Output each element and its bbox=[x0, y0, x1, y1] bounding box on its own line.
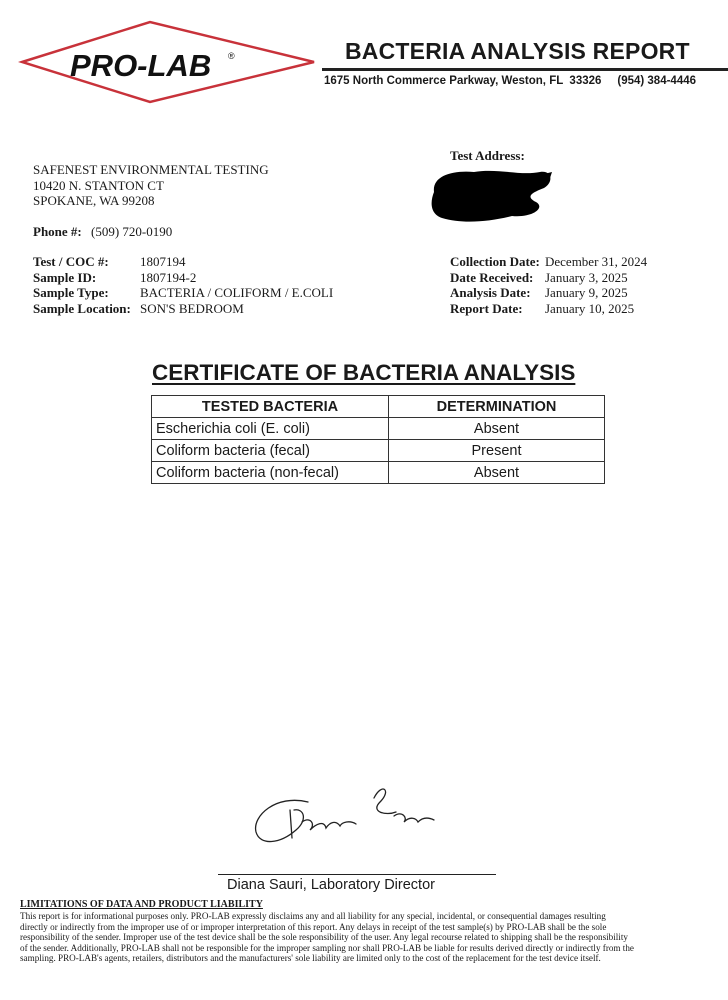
date-value: January 9, 2025 bbox=[545, 285, 628, 300]
column-header-determination: DETERMINATION bbox=[389, 396, 605, 418]
limitations-text bbox=[20, 911, 728, 964]
detail-label: Sample Location: bbox=[33, 300, 131, 316]
table-row bbox=[152, 418, 605, 440]
bacteria-name: Escherichia coli (E. coli) bbox=[152, 418, 389, 440]
date-label: Date Received: bbox=[450, 269, 534, 285]
date-row bbox=[450, 254, 710, 270]
detail-label: Sample Type: bbox=[33, 285, 109, 300]
pro-lab-logo bbox=[18, 18, 318, 106]
determination-value: Absent bbox=[389, 462, 605, 484]
limitations-line: responsibility of the sender. Improper use of the test device shall be the sole responsibility of the user. Any legal recourse related to shipping shall be the responsibility bbox=[20, 932, 628, 943]
determination-value: Present bbox=[389, 440, 605, 462]
detail-label: Sample ID: bbox=[33, 269, 97, 285]
limitations-title: LIMITATIONS OF DATA AND PRODUCT LIABILITY bbox=[20, 899, 263, 910]
client-name: SAFENEST ENVIRONMENTAL TESTING bbox=[33, 162, 269, 177]
signature-line bbox=[218, 874, 496, 875]
phone-label: Phone #: bbox=[33, 224, 82, 239]
limitations-line: directly or indirectly from the improper use of or improper interpretation of this report. Any delays in receipt of the test sample(s) by PRO-LAB shall be the sole bbox=[20, 921, 607, 932]
results-table bbox=[151, 395, 605, 484]
phone-value: (509) 720-0190 bbox=[91, 224, 173, 239]
detail-row bbox=[33, 270, 373, 286]
report-dates bbox=[450, 254, 710, 316]
detail-value: 1807194-2 bbox=[140, 269, 197, 285]
date-row bbox=[450, 270, 710, 286]
table-header-row bbox=[152, 396, 605, 418]
determination-value: Absent bbox=[389, 418, 605, 440]
test-address-label: Test Address: bbox=[450, 148, 525, 163]
detail-row bbox=[33, 285, 373, 301]
detail-row bbox=[33, 254, 373, 270]
limitations-line: sampling. PRO-LAB's agents, retailers, distributors and the manufacturers' sole liability are limited only to the cost of the replacement for the test device itself. bbox=[20, 953, 601, 964]
redaction-scribble bbox=[428, 162, 556, 226]
date-row bbox=[450, 301, 710, 317]
client-block bbox=[33, 162, 269, 209]
date-value: December 31, 2024 bbox=[545, 254, 648, 269]
logo-text: PRO-LAB bbox=[70, 48, 212, 83]
date-row bbox=[450, 285, 710, 301]
detail-value: 1807194 bbox=[140, 254, 186, 269]
detail-value: BACTERIA / COLIFORM / E.COLI bbox=[140, 285, 334, 300]
bacteria-name: Coliform bacteria (fecal) bbox=[152, 440, 389, 462]
handwritten-signature bbox=[246, 772, 446, 872]
phone-row bbox=[33, 224, 233, 240]
date-value: January 3, 2025 bbox=[545, 269, 628, 285]
registered-mark: ® bbox=[228, 51, 235, 61]
date-label: Analysis Date: bbox=[450, 285, 531, 300]
sample-details bbox=[33, 254, 373, 316]
lab-address: 1675 North Commerce Parkway, Weston, FL 33326 (954) 384-4446 bbox=[324, 75, 697, 87]
date-label: Collection Date: bbox=[450, 254, 540, 269]
certificate-title: CERTIFICATE OF BACTERIA ANALYSIS bbox=[152, 360, 576, 385]
date-label: Report Date: bbox=[450, 300, 523, 316]
table-row bbox=[152, 440, 605, 462]
limitations-line: of the sender. Additionally, PRO-LAB shall not be responsible for the improper sampling nor shall PRO-LAB be liable for results derived directly or indirectly from the bbox=[20, 942, 634, 953]
detail-row bbox=[33, 301, 373, 317]
client-street: 10420 N. STANTON CT bbox=[33, 177, 164, 193]
bacteria-name: Coliform bacteria (non-fecal) bbox=[152, 462, 389, 484]
detail-label: Test / COC #: bbox=[33, 254, 109, 269]
detail-value: SON'S BEDROOM bbox=[140, 300, 244, 316]
client-city: SPOKANE, WA 99208 bbox=[33, 193, 155, 208]
table-row bbox=[152, 462, 605, 484]
signer-name: Diana Sauri, Laboratory Director bbox=[227, 877, 435, 893]
report-title: BACTERIA ANALYSIS REPORT bbox=[345, 38, 690, 64]
limitations-line: This report is for informational purposes only. PRO-LAB expressly disclaims any and all liability for any special, incidental, or consequential damages resulting bbox=[20, 911, 606, 921]
title-divider bbox=[322, 68, 728, 71]
date-value: January 10, 2025 bbox=[545, 300, 635, 316]
column-header-bacteria: TESTED BACTERIA bbox=[152, 396, 389, 418]
